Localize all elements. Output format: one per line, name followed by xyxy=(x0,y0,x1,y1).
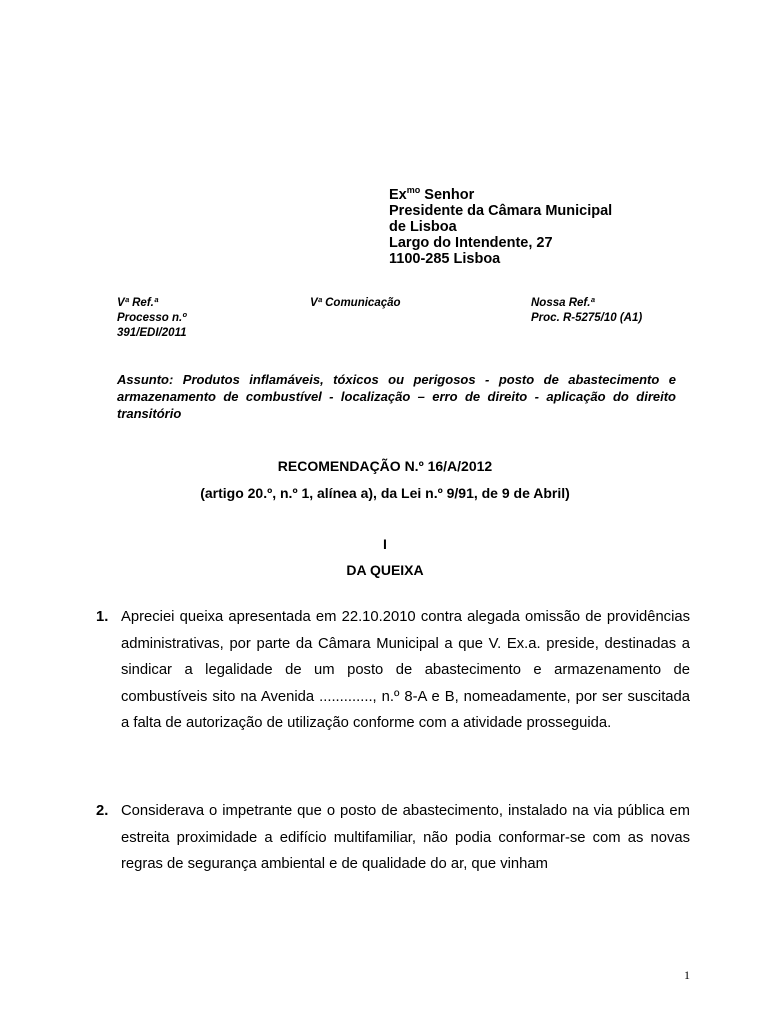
reference-your-ref xyxy=(117,296,186,341)
paragraph-number: 2. xyxy=(96,803,109,819)
paragraph-1 xyxy=(96,604,690,737)
processo-label: Processo n.º xyxy=(117,312,187,324)
section-title: DA QUEIXA xyxy=(346,562,424,578)
addressee-city: de Lisboa xyxy=(389,219,457,235)
addressee-postcode: 1100-285 Lisboa xyxy=(389,251,501,267)
paragraph-2 xyxy=(96,798,690,878)
addressee-block xyxy=(389,187,612,267)
paragraph-text: Considerava o impetrante que o posto de abastecimento, instalado na via pública em estreita proximidade a edifício multifamiliar, não podia conformar-se com as novas regras de segurança ambiental e de qualidade do ar, que vinham xyxy=(121,803,690,872)
section-number: I xyxy=(383,536,387,552)
paragraph-text: Apreciei queixa apresentada em 22.10.2010 contra alegada omissão de providências administrativas, por parte da Câmara Municipal a que V. Ex.a. preside, destinadas a sindicar a legalidade de um posto de abastecimento e armazenamento de combustíveis sito na Avenida ............., n.º 8-A e B, nomeadamente, por ser suscitada a falta de autorização de utilização conforme com a atividade prosseguida. xyxy=(121,609,690,731)
our-ref-label: Nossa Ref.ª xyxy=(531,297,595,309)
addressee-salutation: $Ex^{mo}$ Senhor xyxy=(389,185,475,203)
processo-value: 391/EDI/2011 xyxy=(117,327,187,339)
addressee-street: Largo do Intendente, 27 xyxy=(389,235,553,251)
reference-your-communication xyxy=(310,296,401,311)
your-ref-label: Vª Ref.ª xyxy=(117,297,159,309)
paragraph-number: 1. xyxy=(96,609,109,625)
our-ref-value: Proc. R-5275/10 (A1) xyxy=(531,312,643,324)
recommendation-legal-basis: (artigo 20.º, n.º 1, alínea a), da Lei n.º 9/91, de 9 de Abril) xyxy=(200,485,570,501)
page-number: 1 xyxy=(684,968,690,982)
your-communication-label: Vª Comunicação xyxy=(310,297,401,309)
reference-our-ref xyxy=(531,296,642,326)
addressee-title: Presidente da Câmara Municipal xyxy=(389,203,613,219)
recommendation-title: RECOMENDAÇÃO N.º 16/A/2012 xyxy=(277,458,493,474)
subject-line: Assunto: Produtos inflamáveis, tóxicos ou perigosos - posto de abastecimento e armazenamento de combustível - localização – erro de direito - aplicação do direito transitório xyxy=(117,372,676,421)
